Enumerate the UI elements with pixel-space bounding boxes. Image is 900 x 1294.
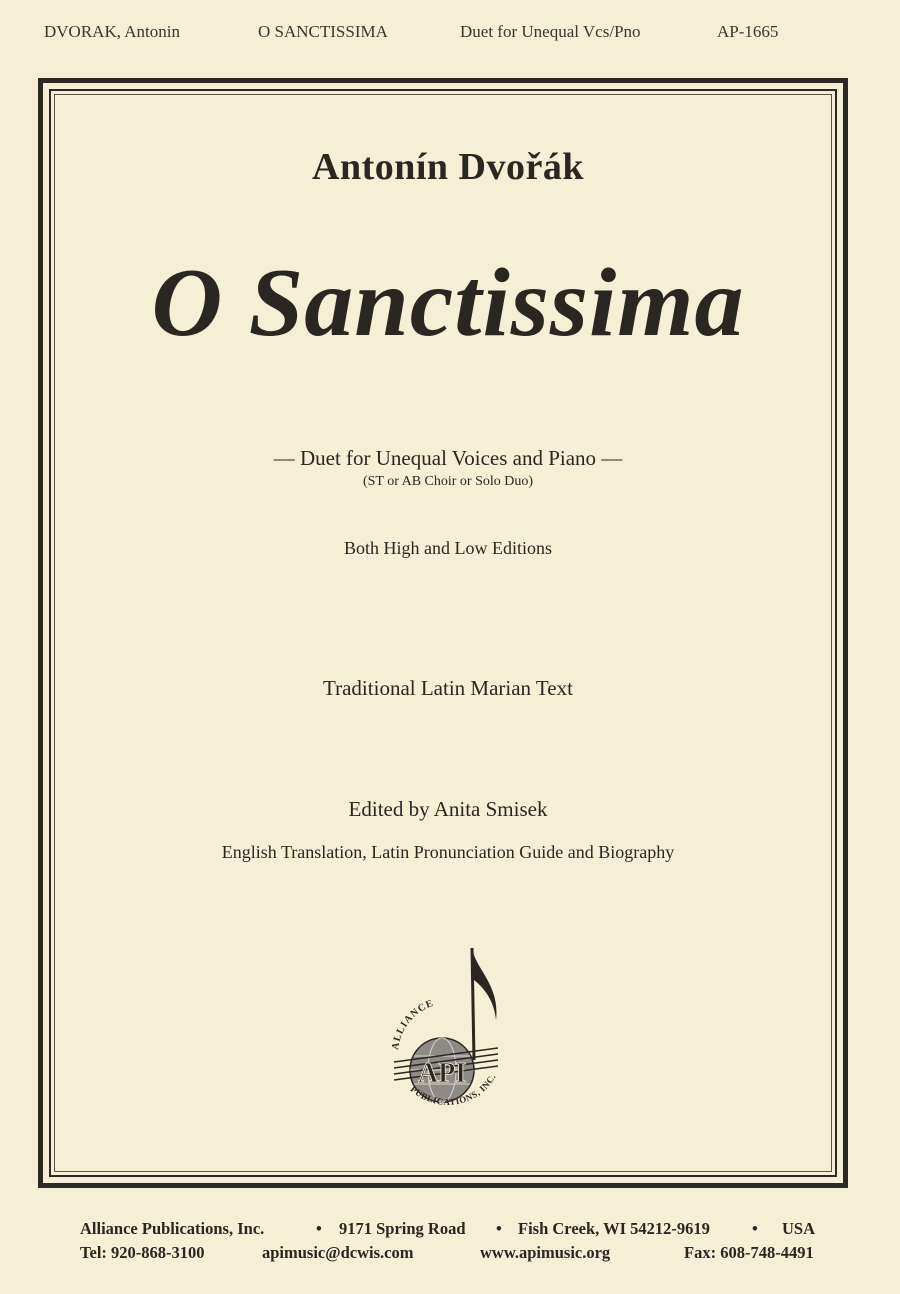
header-catalog-code: AP-1665 bbox=[717, 22, 779, 41]
footer-fax: Fax: 608-748-4491 bbox=[684, 1243, 814, 1262]
logo-top-text: ALLIANCE bbox=[389, 997, 436, 1051]
work-title: O Sanctissima bbox=[151, 249, 745, 357]
header-title: O SANCTISSIMA bbox=[258, 22, 388, 41]
header-description: Duet for Unequal Vcs/Pno bbox=[460, 22, 641, 41]
text-source: Traditional Latin Marian Text bbox=[323, 676, 573, 700]
footer-tel: Tel: 920-868-3100 bbox=[80, 1243, 205, 1262]
footer-email: apimusic@dcwis.com bbox=[262, 1243, 414, 1262]
footer-separator: • bbox=[316, 1219, 322, 1238]
editor-credit: Edited by Anita Smisek bbox=[348, 797, 548, 821]
footer-separator: • bbox=[496, 1219, 502, 1238]
editions-note: Both High and Low Editions bbox=[344, 538, 552, 558]
footer-city: Fish Creek, WI 54212-9619 bbox=[518, 1219, 710, 1238]
voicing-note: (ST or AB Choir or Solo Duo) bbox=[362, 474, 534, 489]
footer-country: USA bbox=[782, 1219, 816, 1238]
footer-website: www.apimusic.org bbox=[480, 1243, 611, 1262]
footer-company: Alliance Publications, Inc. bbox=[80, 1219, 265, 1238]
work-subtitle: — Duet for Unequal Voices and Piano — bbox=[273, 446, 623, 470]
header-composer: DVORAK, Antonin bbox=[44, 22, 181, 41]
publisher-logo-icon bbox=[380, 940, 520, 1130]
logo-center-text: API bbox=[417, 1058, 467, 1089]
header-bar bbox=[0, 22, 900, 46]
footer-address: 9171 Spring Road bbox=[339, 1219, 466, 1238]
composer-name: Antonín Dvořák bbox=[312, 146, 584, 188]
logo-bottom-text: PUBLICATIONS, INC. bbox=[408, 1072, 498, 1107]
extras-note: English Translation, Latin Pronunciation Guide and Biography bbox=[221, 842, 675, 862]
footer-separator: • bbox=[752, 1219, 758, 1238]
